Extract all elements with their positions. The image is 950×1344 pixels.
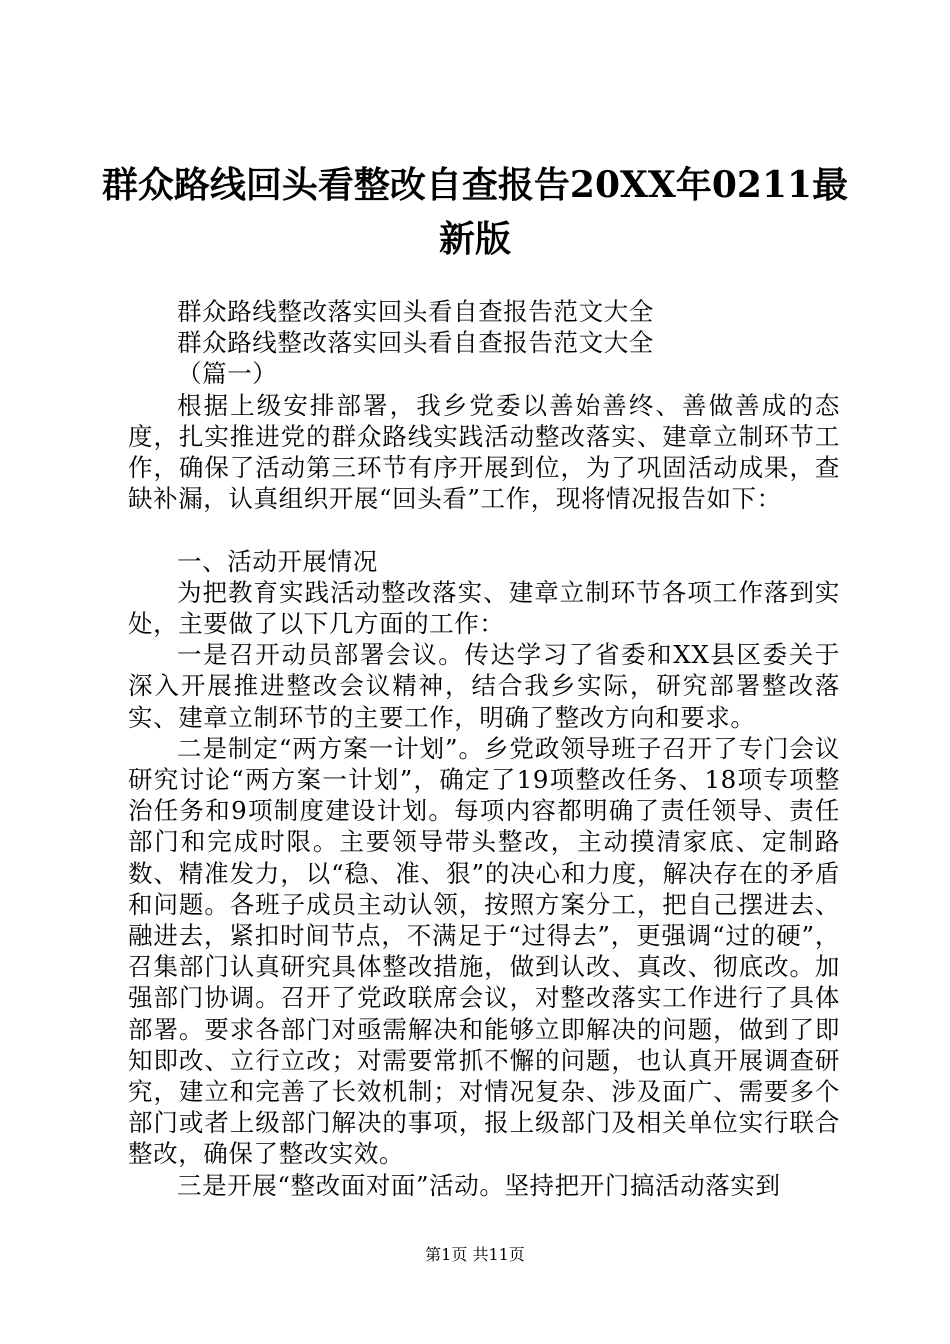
paragraph-heading-1: 一、活动开展情况 [177, 546, 378, 576]
paragraph-section-label: （篇一） [177, 359, 278, 389]
paragraph-subtitle-2: 群众路线整改落实回头看自查报告范文大全 [177, 328, 654, 358]
document-title: 群众路线回头看整改自查报告20XX年0211最新版 [101, 164, 849, 260]
page-footer: 第1页 共11页 [425, 1245, 525, 1264]
paragraph-subtitle-1: 群众路线整改落实回头看自查报告范文大全 [177, 297, 654, 326]
paragraph-body-4: 三是开展“整改面对面”活动。坚持把开门搞活动落实到 [177, 1170, 781, 1200]
paragraph-intro: 根据上级安排部署，我乡党委以善始善终、善做善成的态度，扎实推进党的群众路线实践活动整改落实、建章立制环节工作，确保了活动第三环节有序开展到位，为了巩固活动成果，查缺补漏，认真组织开展“回头看”工作，现将情况报告如下： [128, 390, 840, 514]
document-body [128, 296, 840, 1201]
paragraph-body-2: 一是召开动员部署会议。传达学习了省委和XX县区委关于深入开展推进整改会议精神，结合我乡实际，研究部署整改落实、建章立制环节的主要工作，明确了整改方向和要求。 [128, 640, 840, 732]
paragraph-body-1: 为把教育实践活动整改落实、建章立制环节各项工作落到实处，主要做了以下几方面的工作： [128, 577, 840, 639]
paragraph-body-3: 二是制定“两方案一计划”。乡党政领导班子召开了专门会议研究讨论“两方案一计划”，确定了19项整改任务、18项专项整治任务和9项制度建设计划。每项内容都明确了责任领导、责任部门和完成时限。主要领导带头整改，主动摸清家底、定制路数、精准发力，以“稳、准、狠”的决心和力度，解决存在的矛盾和问题。各班子成员主动认领，按照方案分工，把自己摆进去、融进去，紧扣时间节点，不满足于“过得去”，更强调“过的硬”，召集部门认真研究具体整改措施，做到认改、真改、彻底改。加强部门协调。召开了党政联席会议，对整改落实工作进行了具体部署。要求各部门对亟需解决和能够立即解决的问题，做到了即知即改、立行立改；对需要常抓不懈的问题，也认真开展调查研究，建立和完善了长效机制；对情况复杂、涉及面广、需要多个部门或者上级部门解决的事项，报上级部门及相关单位实行联合整改，确保了整改实效。 [128, 733, 840, 1169]
paragraph-blank [128, 514, 840, 545]
